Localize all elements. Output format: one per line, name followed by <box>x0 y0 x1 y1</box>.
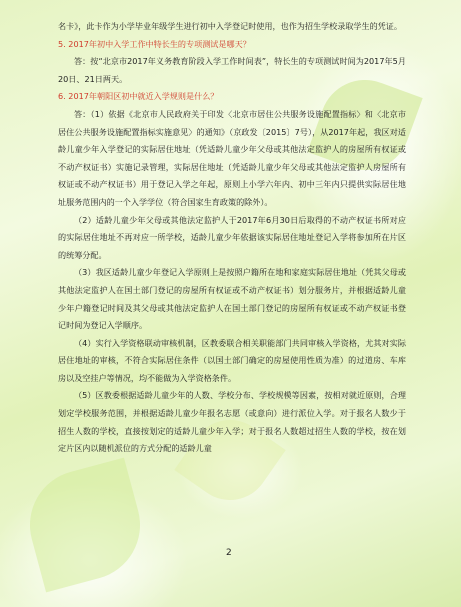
question-heading: 5. 2017年初中入学工作中特长生的专项测试是哪天？ <box>58 38 251 49</box>
question-heading: 6. 2017年朝阳区初中就近入学规则是什么？ <box>58 91 219 102</box>
answer-paragraph: 答：（1）依据《北京市人民政府关于印发〈北京市居住公共服务设施配置指标〉和〈北京市居住公共服务设施配置指标实施意见〉的通知》（京政发〔2015〕7号），从2017年起，我区对适龄儿童少年入学登记的实际居住地址（凭适龄儿童少年父母或其他法定监护人的房屋所有权证或不动产权证书）实施记录管理，实际居住地址（凭适龄儿童少年父母或其他法定监护人房屋所有权证或不动产权证书）用于登记入学之年起，原则上小学六年内、初中三年内只提供实际居住地址服务范围内的一个入学学位（符合国家生育政策的除外）。 <box>58 108 406 207</box>
answer-paragraph: （5）区教委根据适龄儿童少年的人数、学校分布、学校规模等因素，按相对就近原则，合理划定学校服务范围，并根据适龄儿童少年报名志愿（或意向）进行派位入学。对于报名人数少于招生人数的学校，直接按划定的适龄儿童少年入学；对于报名人数超过招生人数的学校，按在划定片区内以随机派位的方式分配的适龄儿童 <box>58 390 406 454</box>
answer-paragraph: （3）我区适龄儿童少年登记入学原则上是按照户籍所在地和家庭实际居住地址（凭其父母或其他法定监护人在国土部门登记的房屋所有权证或不动产权证书）划分服务片，并根据适龄儿童少年户籍登记时间及其父母或其他法定监护人在国土部门登记的房屋所有权证或不动产权证书登记时间为登记入学顺序。 <box>58 267 406 331</box>
answer-paragraph: （2）适龄儿童少年父母或其他法定监护人于2017年6月30日后取得的不动产权证书所对应的实际居住地址不再对应一所学校，适龄儿童少年依据该实际居住地址登记入学将参加所在片区的统筹分配。 <box>58 214 406 260</box>
paragraph: 名卡》，此卡作为小学毕业年级学生进行初中入学登记时使用，也作为招生学校录取学生的凭证。 <box>58 21 402 31</box>
answer-paragraph: 答：按“北京市2017年义务教育阶段入学工作时间表”，特长生的专项测试时间为2017年5月20日、21日两天。 <box>58 56 406 84</box>
page-number: 2 <box>226 548 232 558</box>
decorative-leaf <box>18 458 153 593</box>
answer-paragraph: （4）实行入学资格联动审核机制，区教委联合相关职能部门共同审核入学资格，尤其对实际居住地址的审核，不符合实际居住条件（以国土部门确定的房屋使用性质为准）的过道房、车库房以及空挂户等情况，均不能做为入学资格条件。 <box>58 337 406 383</box>
document-page <box>58 18 406 458</box>
